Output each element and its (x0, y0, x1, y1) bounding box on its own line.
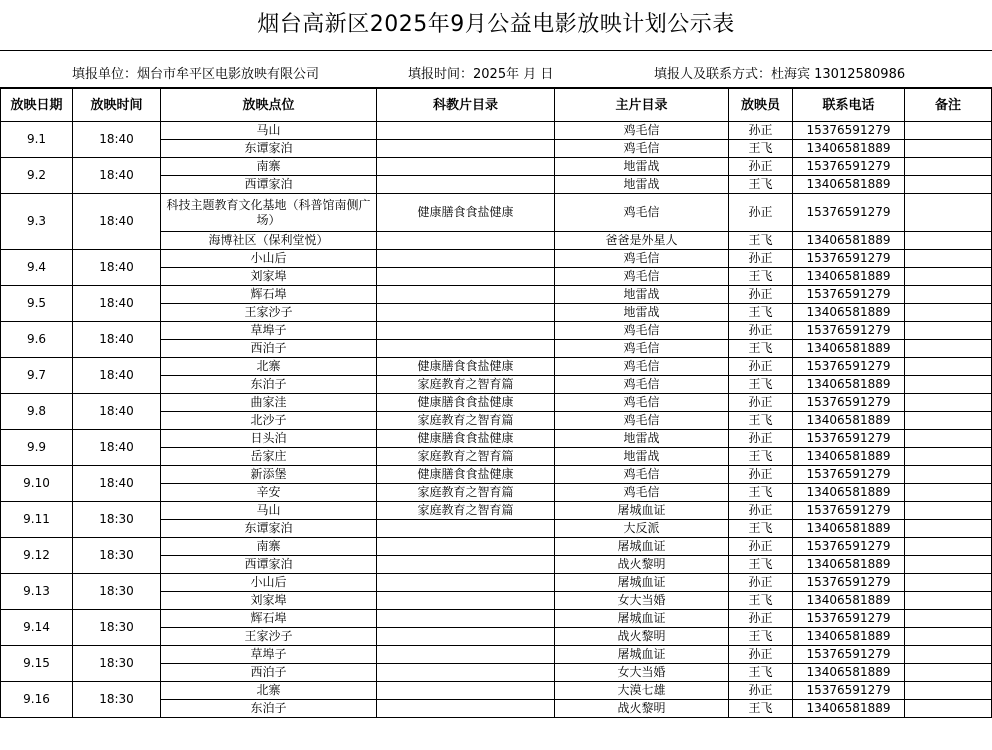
cell-location[interactable]: 西谭家泊 (161, 176, 377, 194)
cell-time[interactable]: 18:40 (73, 466, 161, 502)
cell-operator[interactable]: 孙正 (729, 646, 793, 664)
cell-main-film[interactable]: 鸡毛信 (555, 466, 729, 484)
cell-science-film[interactable] (377, 304, 555, 322)
cell-location[interactable]: 辉石埠 (161, 610, 377, 628)
cell-remarks[interactable] (905, 628, 992, 646)
cell-science-film[interactable] (377, 538, 555, 556)
cell-remarks[interactable] (905, 140, 992, 158)
cell-science-film[interactable] (377, 158, 555, 176)
cell-science-film[interactable]: 健康膳食食盐健康 (377, 466, 555, 484)
cell-date[interactable]: 9.5 (1, 286, 73, 322)
cell-location[interactable]: 东泊子 (161, 376, 377, 394)
cell-phone[interactable]: 15376591279 (793, 122, 905, 140)
cell-remarks[interactable] (905, 466, 992, 484)
cell-location[interactable]: 海博社区（保利堂悦） (161, 232, 377, 250)
cell-operator[interactable]: 王飞 (729, 520, 793, 538)
cell-remarks[interactable] (905, 430, 992, 448)
cell-time[interactable]: 18:40 (73, 158, 161, 194)
cell-remarks[interactable] (905, 286, 992, 304)
cell-phone[interactable]: 15376591279 (793, 322, 905, 340)
table-row (1, 250, 992, 268)
cell-time[interactable]: 18:40 (73, 286, 161, 322)
cell-phone[interactable]: 15376591279 (793, 394, 905, 412)
table-row (1, 194, 992, 232)
cell-main-film[interactable]: 鸡毛信 (555, 340, 729, 358)
cell-science-film[interactable]: 健康膳食食盐健康 (377, 194, 555, 232)
cell-main-film[interactable]: 鸡毛信 (555, 250, 729, 268)
cell-phone[interactable]: 13406581889 (793, 700, 905, 718)
cell-operator[interactable]: 孙正 (729, 122, 793, 140)
cell-time[interactable]: 18:40 (73, 122, 161, 158)
cell-location[interactable]: 南寨 (161, 158, 377, 176)
cell-operator[interactable]: 王飞 (729, 232, 793, 250)
cell-science-film[interactable] (377, 268, 555, 286)
cell-science-film[interactable]: 健康膳食食盐健康 (377, 394, 555, 412)
cell-science-film[interactable] (377, 140, 555, 158)
cell-phone[interactable]: 13406581889 (793, 628, 905, 646)
cell-phone[interactable]: 13406581889 (793, 556, 905, 574)
header-science-film: 科教片目录 (377, 89, 555, 122)
cell-location[interactable]: 马山 (161, 502, 377, 520)
cell-phone[interactable]: 13406581889 (793, 664, 905, 682)
cell-remarks[interactable] (905, 232, 992, 250)
cell-operator[interactable]: 孙正 (729, 682, 793, 700)
cell-science-film[interactable] (377, 250, 555, 268)
cell-main-film[interactable]: 屠城血证 (555, 646, 729, 664)
cell-remarks[interactable] (905, 322, 992, 340)
cell-phone[interactable]: 13406581889 (793, 448, 905, 466)
cell-remarks[interactable] (905, 538, 992, 556)
cell-location[interactable]: 东谭家泊 (161, 520, 377, 538)
cell-operator[interactable]: 王飞 (729, 448, 793, 466)
cell-phone[interactable]: 15376591279 (793, 358, 905, 376)
cell-main-film[interactable]: 爸爸是外星人 (555, 232, 729, 250)
cell-time[interactable]: 18:30 (73, 610, 161, 646)
cell-main-film[interactable]: 地雷战 (555, 176, 729, 194)
cell-science-film[interactable] (377, 322, 555, 340)
cell-science-film[interactable] (377, 664, 555, 682)
cell-phone[interactable]: 13406581889 (793, 412, 905, 430)
cell-location[interactable]: 西泊子 (161, 340, 377, 358)
cell-location[interactable]: 草埠子 (161, 646, 377, 664)
cell-science-film[interactable]: 家庭教育之智育篇 (377, 502, 555, 520)
cell-phone[interactable]: 15376591279 (793, 610, 905, 628)
cell-operator[interactable]: 王飞 (729, 664, 793, 682)
cell-main-film[interactable]: 女大当婚 (555, 592, 729, 610)
cell-remarks[interactable] (905, 682, 992, 700)
cell-operator[interactable]: 王飞 (729, 140, 793, 158)
cell-phone[interactable]: 15376591279 (793, 286, 905, 304)
cell-operator[interactable]: 孙正 (729, 358, 793, 376)
table-row (1, 574, 992, 592)
cell-main-film[interactable]: 屠城血证 (555, 574, 729, 592)
cell-time[interactable]: 18:30 (73, 646, 161, 682)
cell-operator[interactable]: 孙正 (729, 502, 793, 520)
cell-main-film[interactable]: 大漠七雄 (555, 682, 729, 700)
cell-remarks[interactable] (905, 176, 992, 194)
cell-operator[interactable]: 孙正 (729, 430, 793, 448)
cell-date[interactable]: 9.3 (1, 194, 73, 250)
cell-science-film[interactable]: 家庭教育之智育篇 (377, 448, 555, 466)
table-row (1, 466, 992, 484)
header-row (1, 89, 992, 122)
fill-contact: 填报人及联系方式：杜海宾 13012580986 (654, 67, 906, 82)
cell-science-film[interactable]: 健康膳食食盐健康 (377, 430, 555, 448)
cell-date[interactable]: 9.12 (1, 538, 73, 574)
cell-operator[interactable]: 孙正 (729, 466, 793, 484)
cell-operator[interactable]: 王飞 (729, 340, 793, 358)
header-remarks: 备注 (905, 89, 992, 122)
cell-science-film[interactable] (377, 520, 555, 538)
cell-operator[interactable]: 孙正 (729, 538, 793, 556)
page-title: 烟台高新区2025年9月公益电影放映计划公示表 (0, 0, 992, 51)
cell-operator[interactable]: 王飞 (729, 484, 793, 502)
cell-time[interactable]: 18:30 (73, 682, 161, 718)
cell-science-film[interactable] (377, 592, 555, 610)
cell-science-film[interactable] (377, 682, 555, 700)
cell-science-film[interactable] (377, 556, 555, 574)
cell-remarks[interactable] (905, 340, 992, 358)
cell-phone[interactable]: 15376591279 (793, 502, 905, 520)
cell-remarks[interactable] (905, 358, 992, 376)
cell-remarks[interactable] (905, 448, 992, 466)
cell-date[interactable]: 9.2 (1, 158, 73, 194)
cell-phone[interactable]: 15376591279 (793, 194, 905, 232)
table-row (1, 122, 992, 140)
cell-remarks[interactable] (905, 194, 992, 232)
cell-main-film[interactable]: 地雷战 (555, 158, 729, 176)
cell-time[interactable]: 18:40 (73, 194, 161, 250)
cell-main-film[interactable]: 地雷战 (555, 304, 729, 322)
cell-operator[interactable]: 孙正 (729, 610, 793, 628)
cell-science-film[interactable] (377, 700, 555, 718)
cell-remarks[interactable] (905, 700, 992, 718)
cell-date[interactable]: 9.8 (1, 394, 73, 430)
cell-operator[interactable]: 孙正 (729, 194, 793, 232)
cell-remarks[interactable] (905, 520, 992, 538)
cell-remarks[interactable] (905, 268, 992, 286)
cell-date[interactable]: 9.16 (1, 682, 73, 718)
cell-main-film[interactable]: 鸡毛信 (555, 194, 729, 232)
cell-remarks[interactable] (905, 574, 992, 592)
table-row (1, 158, 992, 176)
cell-location[interactable]: 南寨 (161, 538, 377, 556)
cell-location[interactable]: 草埠子 (161, 322, 377, 340)
cell-time[interactable]: 18:40 (73, 322, 161, 358)
cell-date[interactable]: 9.14 (1, 610, 73, 646)
cell-main-film[interactable]: 地雷战 (555, 448, 729, 466)
table-row (1, 322, 992, 340)
cell-location[interactable]: 岳家庄 (161, 448, 377, 466)
cell-operator[interactable]: 王飞 (729, 628, 793, 646)
cell-phone[interactable]: 13406581889 (793, 176, 905, 194)
cell-main-film[interactable]: 鸡毛信 (555, 122, 729, 140)
table-body (1, 122, 992, 718)
table-row (1, 286, 992, 304)
cell-phone[interactable]: 15376591279 (793, 538, 905, 556)
cell-remarks[interactable] (905, 250, 992, 268)
cell-main-film[interactable]: 屠城血证 (555, 502, 729, 520)
header-date: 放映日期 (1, 89, 73, 122)
header-operator: 放映员 (729, 89, 793, 122)
cell-location[interactable]: 王家沙子 (161, 304, 377, 322)
cell-main-film[interactable]: 鸡毛信 (555, 394, 729, 412)
header-time: 放映时间 (73, 89, 161, 122)
cell-time[interactable]: 18:40 (73, 394, 161, 430)
cell-phone[interactable]: 13406581889 (793, 376, 905, 394)
cell-time[interactable]: 18:30 (73, 538, 161, 574)
table-row (1, 610, 992, 628)
cell-phone[interactable]: 13406581889 (793, 484, 905, 502)
table-row (1, 538, 992, 556)
cell-main-film[interactable]: 鸡毛信 (555, 140, 729, 158)
cell-location[interactable]: 科技主题教育文化基地（科普馆南侧广场） (161, 194, 377, 232)
cell-location[interactable]: 刘家埠 (161, 592, 377, 610)
cell-remarks[interactable] (905, 592, 992, 610)
cell-date[interactable]: 9.13 (1, 574, 73, 610)
cell-date[interactable]: 9.1 (1, 122, 73, 158)
table-row (1, 358, 992, 376)
cell-phone[interactable]: 15376591279 (793, 250, 905, 268)
cell-main-film[interactable]: 屠城血证 (555, 538, 729, 556)
cell-phone[interactable]: 13406581889 (793, 268, 905, 286)
cell-phone[interactable]: 13406581889 (793, 340, 905, 358)
table-row (1, 646, 992, 664)
cell-main-film[interactable]: 战火黎明 (555, 628, 729, 646)
cell-remarks[interactable] (905, 610, 992, 628)
cell-location[interactable]: 新添堡 (161, 466, 377, 484)
cell-time[interactable]: 18:30 (73, 502, 161, 538)
cell-remarks[interactable] (905, 158, 992, 176)
cell-main-film[interactable]: 地雷战 (555, 286, 729, 304)
fill-time: 填报时间：2025年 月 日 (408, 67, 554, 82)
cell-science-film[interactable] (377, 646, 555, 664)
cell-location[interactable]: 马山 (161, 122, 377, 140)
cell-operator[interactable]: 王飞 (729, 304, 793, 322)
cell-operator[interactable]: 孙正 (729, 250, 793, 268)
cell-location[interactable]: 小山后 (161, 574, 377, 592)
cell-location[interactable]: 日头泊 (161, 430, 377, 448)
cell-science-film[interactable] (377, 340, 555, 358)
cell-time[interactable]: 18:30 (73, 574, 161, 610)
cell-date[interactable]: 9.9 (1, 430, 73, 466)
cell-science-film[interactable] (377, 628, 555, 646)
cell-remarks[interactable] (905, 484, 992, 502)
cell-operator[interactable]: 孙正 (729, 574, 793, 592)
cell-phone[interactable]: 13406581889 (793, 304, 905, 322)
cell-remarks[interactable] (905, 412, 992, 430)
cell-location[interactable]: 小山后 (161, 250, 377, 268)
cell-location[interactable]: 曲家洼 (161, 394, 377, 412)
cell-phone[interactable]: 13406581889 (793, 592, 905, 610)
cell-phone[interactable]: 15376591279 (793, 646, 905, 664)
cell-operator[interactable]: 王飞 (729, 268, 793, 286)
cell-phone[interactable]: 13406581889 (793, 140, 905, 158)
header-main-film: 主片目录 (555, 89, 729, 122)
cell-science-film[interactable] (377, 122, 555, 140)
cell-remarks[interactable] (905, 664, 992, 682)
cell-remarks[interactable] (905, 556, 992, 574)
cell-main-film[interactable]: 鸡毛信 (555, 376, 729, 394)
cell-time[interactable]: 18:40 (73, 250, 161, 286)
cell-date[interactable]: 9.15 (1, 646, 73, 682)
cell-science-film[interactable]: 健康膳食食盐健康 (377, 358, 555, 376)
cell-operator[interactable]: 孙正 (729, 158, 793, 176)
cell-phone[interactable]: 15376591279 (793, 682, 905, 700)
cell-main-film[interactable]: 战火黎明 (555, 700, 729, 718)
cell-phone[interactable]: 15376591279 (793, 430, 905, 448)
cell-location[interactable]: 辉石埠 (161, 286, 377, 304)
cell-main-film[interactable]: 鸡毛信 (555, 268, 729, 286)
cell-location[interactable]: 北寨 (161, 358, 377, 376)
schedule-table (0, 88, 992, 718)
cell-remarks[interactable] (905, 376, 992, 394)
header-phone: 联系电话 (793, 89, 905, 122)
cell-science-film[interactable]: 家庭教育之智育篇 (377, 412, 555, 430)
cell-date[interactable]: 9.10 (1, 466, 73, 502)
cell-science-film[interactable] (377, 610, 555, 628)
cell-date[interactable]: 9.4 (1, 250, 73, 286)
cell-operator[interactable]: 王飞 (729, 556, 793, 574)
cell-main-film[interactable]: 鸡毛信 (555, 412, 729, 430)
cell-science-film[interactable] (377, 232, 555, 250)
cell-main-film[interactable]: 地雷战 (555, 430, 729, 448)
fill-unit: 填报单位：烟台市牟平区电影放映有限公司 (72, 67, 320, 82)
cell-location[interactable]: 西谭家泊 (161, 556, 377, 574)
cell-date[interactable]: 9.11 (1, 502, 73, 538)
table-row (1, 502, 992, 520)
cell-operator[interactable]: 孙正 (729, 322, 793, 340)
info-bar (0, 51, 992, 88)
cell-main-film[interactable]: 鸡毛信 (555, 322, 729, 340)
cell-operator[interactable]: 王飞 (729, 412, 793, 430)
cell-operator[interactable]: 王飞 (729, 376, 793, 394)
cell-location[interactable]: 王家沙子 (161, 628, 377, 646)
cell-main-film[interactable]: 女大当婚 (555, 664, 729, 682)
cell-science-film[interactable] (377, 574, 555, 592)
header-location: 放映点位 (161, 89, 377, 122)
cell-location[interactable]: 西泊子 (161, 664, 377, 682)
table-row (1, 682, 992, 700)
cell-phone[interactable]: 15376591279 (793, 574, 905, 592)
cell-location[interactable]: 辛安 (161, 484, 377, 502)
cell-remarks[interactable] (905, 646, 992, 664)
cell-science-film[interactable]: 家庭教育之智育篇 (377, 484, 555, 502)
cell-operator[interactable]: 孙正 (729, 286, 793, 304)
cell-main-film[interactable]: 大反派 (555, 520, 729, 538)
cell-time[interactable]: 18:40 (73, 430, 161, 466)
cell-phone[interactable]: 15376591279 (793, 158, 905, 176)
cell-operator[interactable]: 王飞 (729, 592, 793, 610)
cell-science-film[interactable] (377, 286, 555, 304)
cell-remarks[interactable] (905, 394, 992, 412)
cell-operator[interactable]: 王飞 (729, 700, 793, 718)
cell-main-film[interactable]: 鸡毛信 (555, 484, 729, 502)
cell-time[interactable]: 18:40 (73, 358, 161, 394)
cell-science-film[interactable] (377, 176, 555, 194)
cell-location[interactable]: 东谭家泊 (161, 140, 377, 158)
table-row (1, 394, 992, 412)
cell-phone[interactable]: 13406581889 (793, 232, 905, 250)
cell-main-film[interactable]: 鸡毛信 (555, 358, 729, 376)
cell-operator[interactable]: 孙正 (729, 394, 793, 412)
cell-main-film[interactable]: 屠城血证 (555, 610, 729, 628)
cell-phone[interactable]: 13406581889 (793, 520, 905, 538)
cell-date[interactable]: 9.7 (1, 358, 73, 394)
cell-phone[interactable]: 15376591279 (793, 466, 905, 484)
cell-remarks[interactable] (905, 304, 992, 322)
cell-location[interactable]: 北沙子 (161, 412, 377, 430)
cell-location[interactable]: 东泊子 (161, 700, 377, 718)
cell-location[interactable]: 北寨 (161, 682, 377, 700)
cell-science-film[interactable]: 家庭教育之智育篇 (377, 376, 555, 394)
cell-operator[interactable]: 王飞 (729, 176, 793, 194)
cell-remarks[interactable] (905, 122, 992, 140)
cell-location[interactable]: 刘家埠 (161, 268, 377, 286)
cell-main-film[interactable]: 战火黎明 (555, 556, 729, 574)
table-row (1, 430, 992, 448)
cell-remarks[interactable] (905, 502, 992, 520)
cell-date[interactable]: 9.6 (1, 322, 73, 358)
